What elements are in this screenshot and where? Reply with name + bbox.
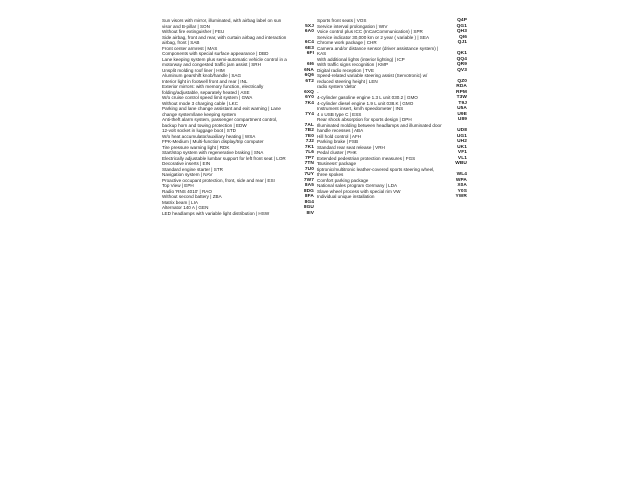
equipment-description: Digital radio reception | TVE (317, 67, 375, 73)
equipment-description: Front center armrest | MAS (162, 45, 218, 51)
equipment-description: Standard rear seat release | VRH (317, 144, 385, 150)
equipment-code: VL1 (457, 155, 467, 161)
equipment-description: With additional lights (interior lighting) | ICP (317, 56, 405, 62)
equipment-description: 4-cylinder diesel engine 1.9 L unit 038.K | GMO (317, 100, 414, 106)
equipment-entry (162, 211, 314, 217)
equipment-code: UD8 (457, 128, 467, 133)
equipment-entry (317, 46, 467, 57)
equipment-description: Instrument insert, km/h speedometer | INS (317, 106, 404, 111)
equipment-description: Sports front seats | VOS (317, 18, 367, 23)
equipment-entry (162, 84, 314, 95)
equipment-description: Electrically adjustable lumbar support for left front seat | LOR (162, 155, 286, 161)
equipment-description: Top View | EPH (162, 183, 194, 188)
equipment-description: Start/stop system with regenerative braking | SNA (162, 150, 264, 155)
equipment-code: 6NA (304, 67, 314, 73)
equipment-description: Decorative inserts | EIN (162, 161, 211, 166)
equipment-code: 6I6 (307, 62, 314, 67)
equipment-description: Slave wheel process with special rim VW (317, 188, 401, 194)
equipment-description: Aluminum gearshift knob/handle | SAG (162, 73, 242, 78)
equipment-code: 7J2 (305, 139, 314, 144)
equipment-code: Y0S (457, 188, 467, 194)
equipment-code: 8A5 (304, 183, 314, 188)
equipment-description: Comfort parking package (317, 177, 369, 183)
equipment-description: Without mode 3 charging cable | LKC (162, 100, 239, 106)
equipment-code: 7E0 (305, 133, 314, 139)
equipment-entry (317, 123, 467, 134)
equipment-description: Extended pedestrian protection measures | FGS (317, 155, 416, 161)
equipment-code: 7K4 (304, 100, 314, 106)
equipment-description: Pedal cluster | PHK (317, 150, 357, 155)
equipment-entry (317, 194, 467, 200)
equipment-code: 6Q6 (304, 73, 314, 78)
equipment-description: W/o heat accumulator/auxiliary heating | WSA (162, 133, 256, 139)
equipment-code: RPM (456, 89, 467, 95)
equipment-code: 7AL (304, 122, 314, 128)
equipment-code: YWR (455, 194, 467, 199)
equipment-code: QQ4 (456, 56, 467, 62)
equipment-code: QJ1 (457, 40, 467, 45)
equipment-description: Voice control plus ICC (InCarCommunication) | SPR (317, 29, 423, 34)
equipment-entry (162, 106, 314, 117)
equipment-description: Exterior mirrors: with memory function, electrically folding/adjustable, separately heated | ASE (162, 84, 264, 95)
equipment-code: 6Y0 (305, 95, 314, 100)
equipment-description: Speed-related variable steering assist (Servotronic) w/ reduced steering height | LEN (317, 73, 428, 84)
equipment-description: 4 x USB type C | ESS (317, 111, 362, 117)
equipment-description: 4-cylinder gasoline engine 1.3 L unit 030.2 | GMO (317, 95, 418, 100)
equipment-code: 6XQ (304, 89, 314, 95)
equipment-code: T3W (456, 95, 467, 100)
equipment-description: LED headlamps with variable light distribution | HSW (162, 210, 270, 216)
equipment-code: 8G4 (304, 199, 314, 205)
equipment-code: QK1 (456, 51, 467, 56)
equipment-code: 8DG (303, 188, 314, 194)
equipment-description: radio system 'delta' (317, 84, 357, 89)
equipment-code: 8IV (306, 210, 314, 216)
equipment-description: Proactive occupant protection, front, side and rear | ESI (162, 177, 275, 183)
right-equipment-column (317, 18, 467, 200)
equipment-description: Interior light in footwell front and rear | INL (162, 78, 248, 84)
equipment-description: 'Business' package (317, 161, 357, 166)
equipment-description: Parking brake | FSB (317, 139, 359, 144)
equipment-entry (162, 35, 314, 46)
equipment-code: X0A (457, 183, 467, 188)
left-equipment-column (162, 18, 314, 216)
equipment-description: W/o cruise control speed limit system | GWA (162, 95, 253, 100)
equipment-description: Radio 'RNS 4010' | RAO (162, 188, 212, 194)
equipment-description: With traffic signs recognition | KMP (317, 62, 389, 67)
equipment-code: 6C4 (304, 40, 314, 45)
equipment-entry (317, 167, 467, 178)
equipment-code: 7U0 (304, 166, 314, 172)
equipment-entry (162, 57, 314, 68)
equipment-description: Side airbag, front and rear, with curtain airbag and interaction airbag, front | SAB (162, 34, 287, 45)
equipment-code: 6E3 (305, 45, 314, 51)
equipment-code: 7P7 (305, 155, 314, 161)
equipment-description: National sales program Germany | LDA (317, 183, 398, 188)
equipment-entry (162, 117, 314, 128)
equipment-code: 7K1 (304, 144, 314, 150)
equipment-code: 8GU (303, 205, 314, 210)
equipment-description: Unsplit molding roof liner | HIM (162, 67, 225, 73)
equipment-code: 7UY (304, 172, 314, 177)
equipment-description: - (317, 89, 319, 95)
equipment-description: Rear shock absorption for sports design | DPH (317, 117, 412, 122)
equipment-code: Q4P (457, 18, 467, 23)
equipment-description: Standard engine starter | STR (162, 166, 223, 172)
equipment-code: 7TN (304, 161, 314, 166)
equipment-description: Navigation system | NAV (162, 172, 213, 177)
equipment-code: 7W7 (303, 177, 314, 183)
equipment-code: 6A0 (304, 29, 314, 34)
equipment-description: Parking and lane change assistant and exit warning | Lane change system/lane keeping system (162, 106, 281, 117)
equipment-description: Tire pressure warning light | RDK (162, 144, 230, 150)
equipment-code: WL4 (456, 172, 467, 177)
equipment-code: 6FI (306, 51, 314, 56)
equipment-description: 12-volt socket in luggage boot | STD (162, 128, 236, 133)
equipment-description: Camera and/or distance sensor (driver assistance system) | KAS (317, 45, 439, 56)
equipment-code: WPA (455, 177, 467, 183)
equipment-code: WBU (455, 161, 467, 166)
equipment-description: Lane keeping system plus semi-automatic vehicle control in a motorway and congested traffic jam assist | SRH (162, 56, 287, 67)
equipment-code: T9J (458, 100, 467, 106)
equipment-description: Individual unique installation (317, 194, 375, 199)
equipment-code: UG1 (456, 133, 467, 139)
equipment-code: U9E (457, 111, 467, 117)
equipment-description: Hill hold control | AFH (317, 133, 362, 139)
equipment-code: U5A (457, 106, 467, 111)
equipment-description: Without fire extinguisher | FEU (162, 29, 225, 34)
equipment-code: 7L6 (305, 150, 314, 155)
equipment-description: Alternator 140 A | GEN (162, 205, 209, 210)
equipment-code: UH2 (457, 139, 467, 144)
equipment-code: UK1 (457, 144, 467, 150)
equipment-description: Without second battery | ZBA (162, 194, 222, 199)
equipment-code: 8FA (304, 194, 314, 199)
equipment-description: Sun visors with mirror, illuminated, with airbag label on sun visor and B-pillar | SON (162, 18, 282, 29)
equipment-code: QG1 (456, 23, 467, 29)
equipment-description: Service interval prolongation | WIV (317, 23, 388, 29)
equipment-code: 7B2 (304, 128, 314, 133)
equipment-code: QI6 (458, 34, 467, 40)
equipment-code: QH3 (456, 29, 467, 34)
equipment-code: QZ0 (457, 78, 467, 84)
equipment-code: 5XJ (305, 23, 314, 29)
equipment-code: RDA (456, 84, 467, 89)
equipment-entry (162, 18, 314, 29)
equipment-description: Matrix beam | LIA (162, 199, 198, 205)
equipment-description: tiptronic/multitronic leather-covered sports steering wheel, three spokes (317, 166, 435, 177)
equipment-code: VF1 (457, 150, 467, 155)
equipment-description: FPK-Medium | Multi-function display/trip computer (162, 139, 264, 144)
equipment-code: 7Y4 (305, 111, 314, 117)
equipment-description: Components with special surface appearance | DBD (162, 51, 269, 56)
equipment-code: U89 (457, 117, 467, 122)
equipment-description: Chrome work package | CHR (317, 40, 377, 45)
equipment-description: Anti-theft alarm system, passenger compartment control, backup horn and towing protection | EDW (162, 117, 278, 128)
equipment-description: Service indicator 30,000 km or 2 year ( variable ) | SEA (317, 34, 430, 40)
equipment-entry (317, 73, 467, 84)
equipment-description: Illuminated molding between headlamps and illuminated door handle recesses | ABA (317, 122, 442, 133)
equipment-code: QV3 (457, 67, 467, 73)
equipment-code: 6T2 (305, 78, 314, 84)
equipment-code: QR9 (456, 62, 467, 67)
